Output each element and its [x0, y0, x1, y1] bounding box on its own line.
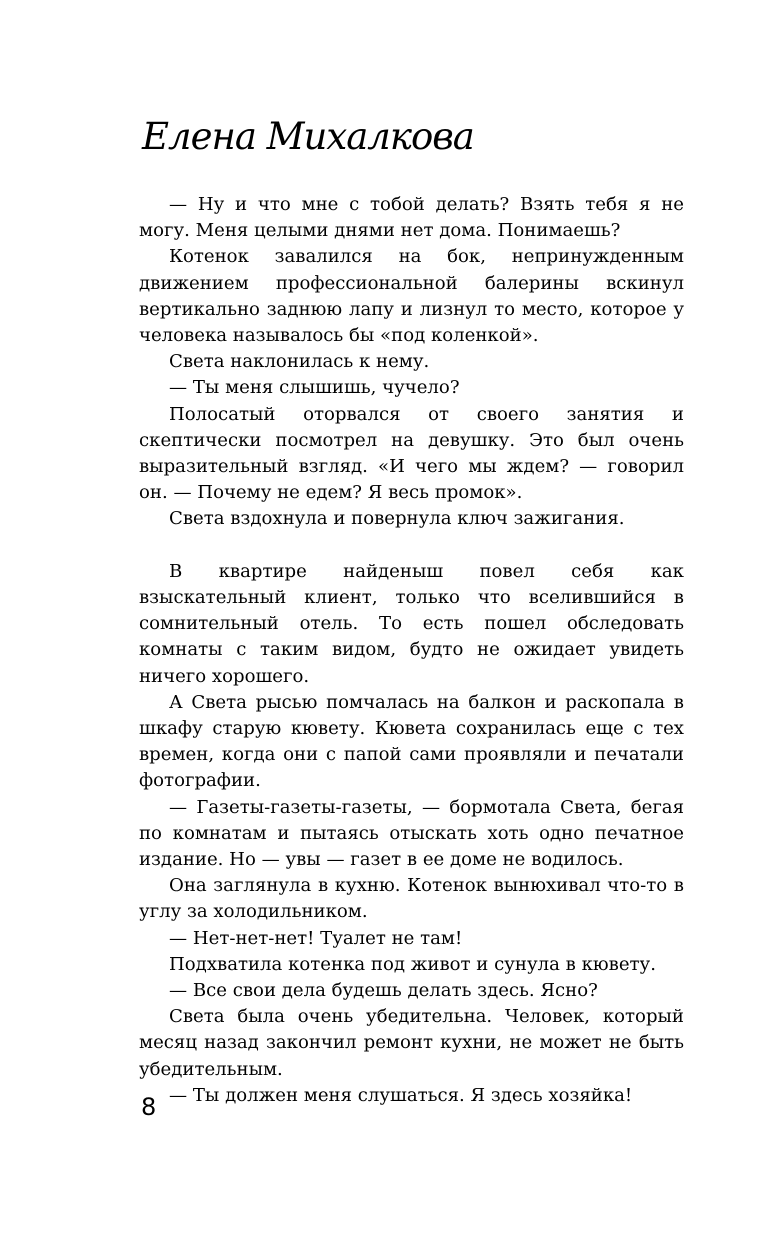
body-text: [139, 192, 684, 1109]
paragraph: — Ну и что мне с тобой делать? Взять тебя я не могу. Меня целыми днями нет дома. Понимаешь?: [139, 194, 684, 242]
paragraph: — Нет-нет-нет! Туалет не там!: [169, 927, 463, 949]
paragraph: Света была очень убедительна. Человек, который месяц назад закончил ремонт кухни, не может не быть убедительным.: [139, 1006, 684, 1080]
paragraph: Подхватила котенка под живот и сунула в кювету.: [169, 953, 656, 975]
paragraph: — Ты меня слышишь, чучело?: [169, 377, 460, 399]
paragraph: Она заглянула в кухню. Котенок вынюхивал что-то в углу за холодильником.: [139, 875, 684, 923]
paragraph: Полосатый оторвался от своего занятия и скептически посмотрел на девушку. Это был очень выразительный взгляд. «И чего мы ждем? — говорил он. — Почему не едем? Я весь промок».: [139, 403, 684, 504]
section-break: [139, 533, 684, 559]
paragraph: В квартире найденыш повел себя как взыскательный клиент, только что вселившийся в сомнительный отель. То есть пошел обследовать комнаты с таким видом, будто не ожидает увидеть ничего хорошего.: [139, 560, 684, 687]
paragraph: Света вздохнула и повернула ключ зажигания.: [169, 508, 625, 530]
paragraph: Котенок завалился на бок, непринужденным движением профессиональной балерины вскинул вертикально заднюю лапу и лизнул то место, которое у человека называлось бы «под коленкой».: [139, 246, 684, 347]
paragraph: — Газеты-газеты-газеты, — бормотала Света, бегая по комнатам и пытаясь отыскать хоть одно печатное издание. Но — увы — газет в ее доме не водилось.: [139, 796, 684, 871]
paragraph: — Ты должен меня слушаться. Я здесь хозяйка!: [169, 1084, 633, 1106]
paragraph: А Света рысью помчалась на балкон и раскопала в шкафу старую кювету. Кювета сохранилась еще с тех времен, когда они с папой сами проявляли и печатали фотографии.: [139, 691, 684, 792]
running-head-author: Елена Михалкова: [142, 115, 474, 158]
paragraph: — Все свои дела будешь делать здесь. Ясно?: [169, 980, 598, 1002]
page-number: 8: [141, 1093, 157, 1121]
paragraph: Света наклонилась к нему.: [169, 351, 430, 373]
